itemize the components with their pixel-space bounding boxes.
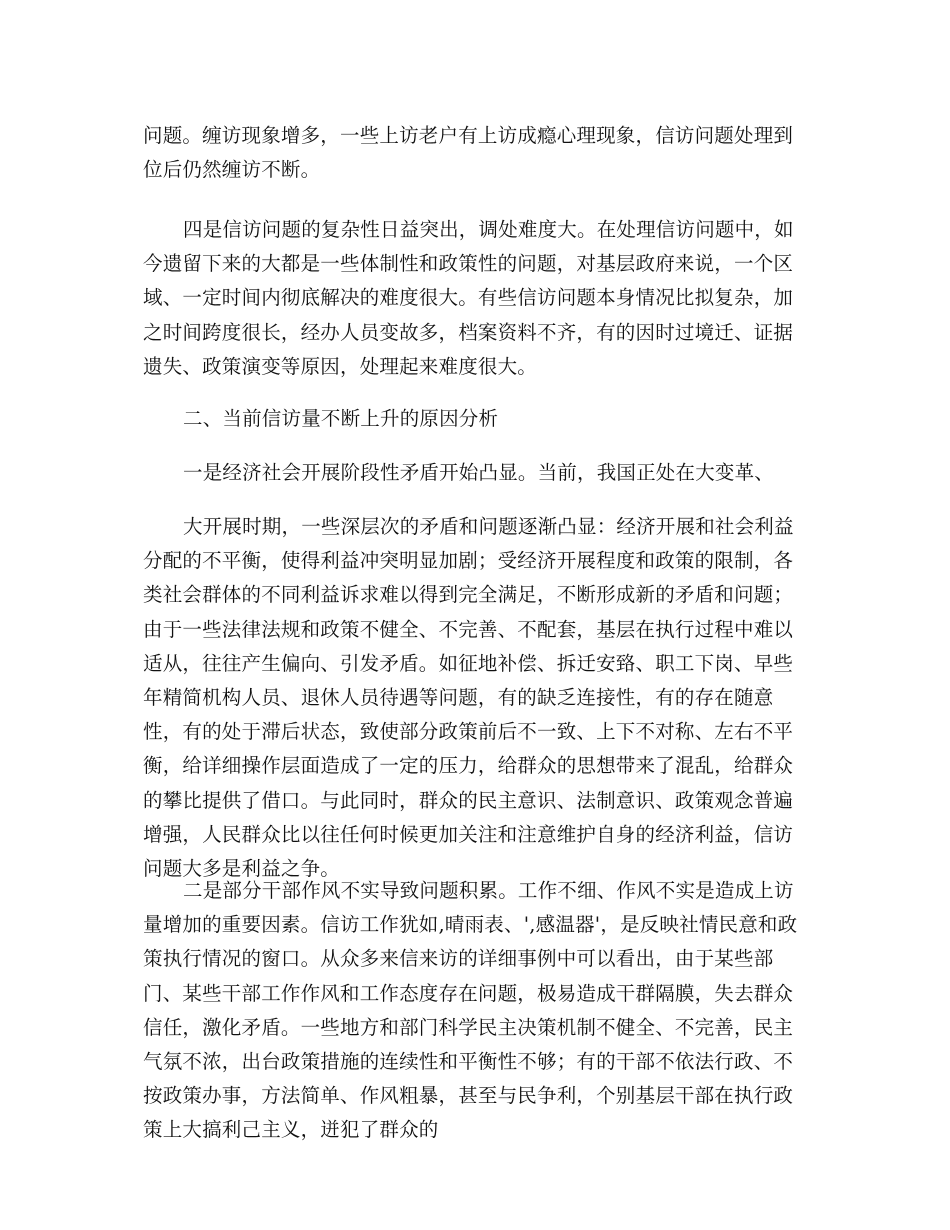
- paragraph-point-four: 四是信访问题的复杂性日益突出，调处难度大。在处理信访问题中，如今遗留下来的大都是一些体制性和政策性的问题，对基层政府来说，一个区域、一定时间内彻底解决的难度很大。有些信访问题本身情况比拟复杂，加之时间跨度很长，经办人员变故多，档案资料不齐，有的因时过境迁、证据遗失、政策演变等原因，处理起来难度很大。: [143, 218, 794, 378]
- paragraph-point-two: 二是部分干部作风不实导致问题积累。工作不细、作风不实是造成上访量增加的重要因素。信访工作犹如,晴雨表、',感温器'，是反映社情民意和政策执行情况的窗口。从众多来信来访的详细事例中可以看出，由于某些部门、某些干部工作作风和工作态度存在问题，极易造成干群隔膜，失去群众信任，激化矛盾。一些地方和部门科学民主决策机制不健全、不完善，民主气氛不浓，出台政策措施的连续性和平衡性不够；有的干部不依法行政、不按政策办事，方法简单、作风粗暴，甚至与民争利，个别基层干部在执行政策上大搞利己主义，迸犯了群众的: [143, 879, 798, 1142]
- paragraph-point-one: 一是经济社会开展阶段性矛盾开始凸显。当前，我国正处在大变革、: [183, 461, 775, 484]
- paragraph-continuation: 问题。缠访现象增多，一些上访老户有上访成瘾心理现象，信访问题处理到位后仍然缠访不断。: [143, 124, 794, 182]
- paragraph-point-one-continued: 大开展时期，一些深层次的矛盾和问题逐渐凸显：经济开展和社会利益分配的不平衡，使得利益冲突明显加剧；受经济开展程度和政策的限制，各类社会群体的不同利益诉求难以得到完全满足，不断形成新的矛盾和问题；由于一些法律法规和政策不健全、不完善、不配套，基层在执行过程中难以适从，往往产生偏向、引发矛盾。如征地补偿、拆迁安臵、职工下岗、早些年精简机构人员、退休人员待遇等问题，有的缺乏连接性，有的存在随意性，有的处于滞后状态，致使部分政策前后不一致、上下不对称、左右不平衡，给详细操作层面造成了一定的压力，给群众的思想带来了混乱，给群众的攀比提供了借口。与此同时，群众的民主意识、法制意识、政策观念普遍增强，人民群众比以往任何时候更加关注和注意维护自身的经济利益，信访问题大多是利益之争。: [143, 515, 794, 881]
- section-heading: 二、当前信访量不断上升的原因分析: [183, 407, 499, 430]
